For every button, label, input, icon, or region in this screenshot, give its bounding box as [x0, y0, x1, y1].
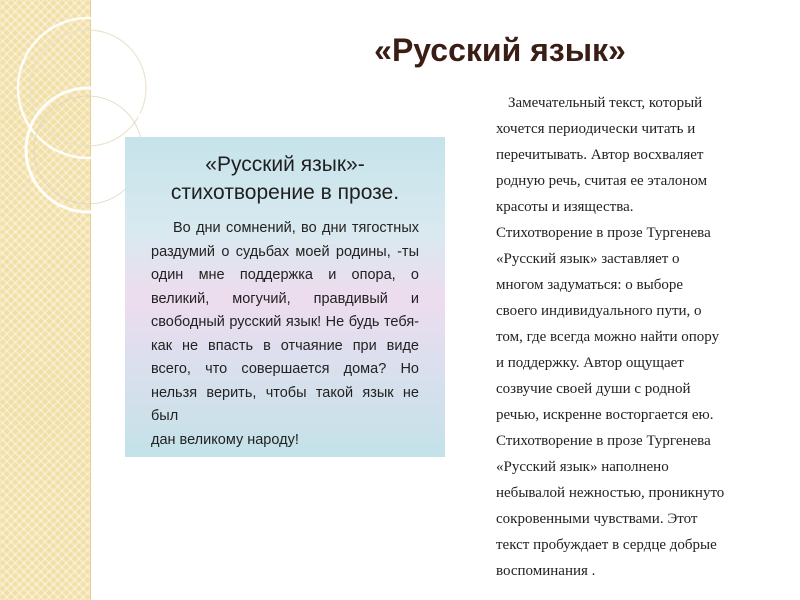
description-line: и поддержку. Автор ощущает — [496, 355, 684, 371]
description-line: хочется периодически читать и — [496, 121, 696, 137]
description-line: небывалой нежностью, проникнуто — [496, 485, 725, 501]
description-text — [496, 90, 776, 584]
slide-title: «Русский язык» — [374, 32, 626, 68]
description-line: перечитывать. Автор восхваляет — [496, 147, 704, 163]
description-line: том, где всегда можно найти опору — [496, 329, 720, 345]
description-line: своего индивидуального пути, о — [496, 303, 702, 319]
description-line: созвучие своей души с родной — [496, 381, 691, 397]
description-line: сокровенными чувствами. Этот — [496, 511, 698, 527]
poem-line: дан великому народу! — [151, 431, 299, 448]
description-line: многом задуматься: о выборе — [496, 277, 684, 293]
description-line: текст пробуждает в сердце добрые — [496, 537, 717, 553]
description-line: «Русский язык» наполнено — [496, 459, 669, 475]
description-line: Стихотворение в прозе Тургенева — [496, 225, 711, 241]
description-line: Стихотворение в прозе Тургенева — [496, 433, 711, 449]
description-line: речью, искренне восторгается ею. — [496, 407, 714, 423]
poem-line: всего, что совершается дома? Но — [151, 361, 419, 377]
poem-line: свободный русский язык! Не будь тебя- — [151, 314, 419, 330]
card-title-line-2: стихотворение в прозе. — [170, 181, 400, 204]
poem-line: раздумий о судьбах моей родины, -ты — [151, 243, 419, 260]
poem-line: один мне поддержка и опора, о — [151, 267, 419, 283]
poem-line: нельзя верить, чтобы такой язык не был — [151, 384, 419, 424]
card-title — [151, 151, 419, 207]
description-line: воспоминания . — [496, 563, 596, 579]
description-line: «Русский язык» заставляет о — [496, 251, 680, 267]
description-line: красоты и изящества. — [496, 199, 634, 215]
poem-line: великий, могучий, правдивый и — [151, 290, 419, 307]
poem-line: Во дни сомнений, во дни тягостных — [173, 220, 419, 236]
poem-text — [151, 217, 419, 452]
card-title-line-1: «Русский язык»- — [205, 153, 365, 176]
description-line: Замечательный текст, который — [508, 95, 703, 111]
description-line: родную речь, считая ее эталоном — [496, 173, 708, 189]
poem-image-card — [125, 137, 445, 457]
poem-line: как не впасть в отчаяние при виде — [151, 337, 419, 354]
